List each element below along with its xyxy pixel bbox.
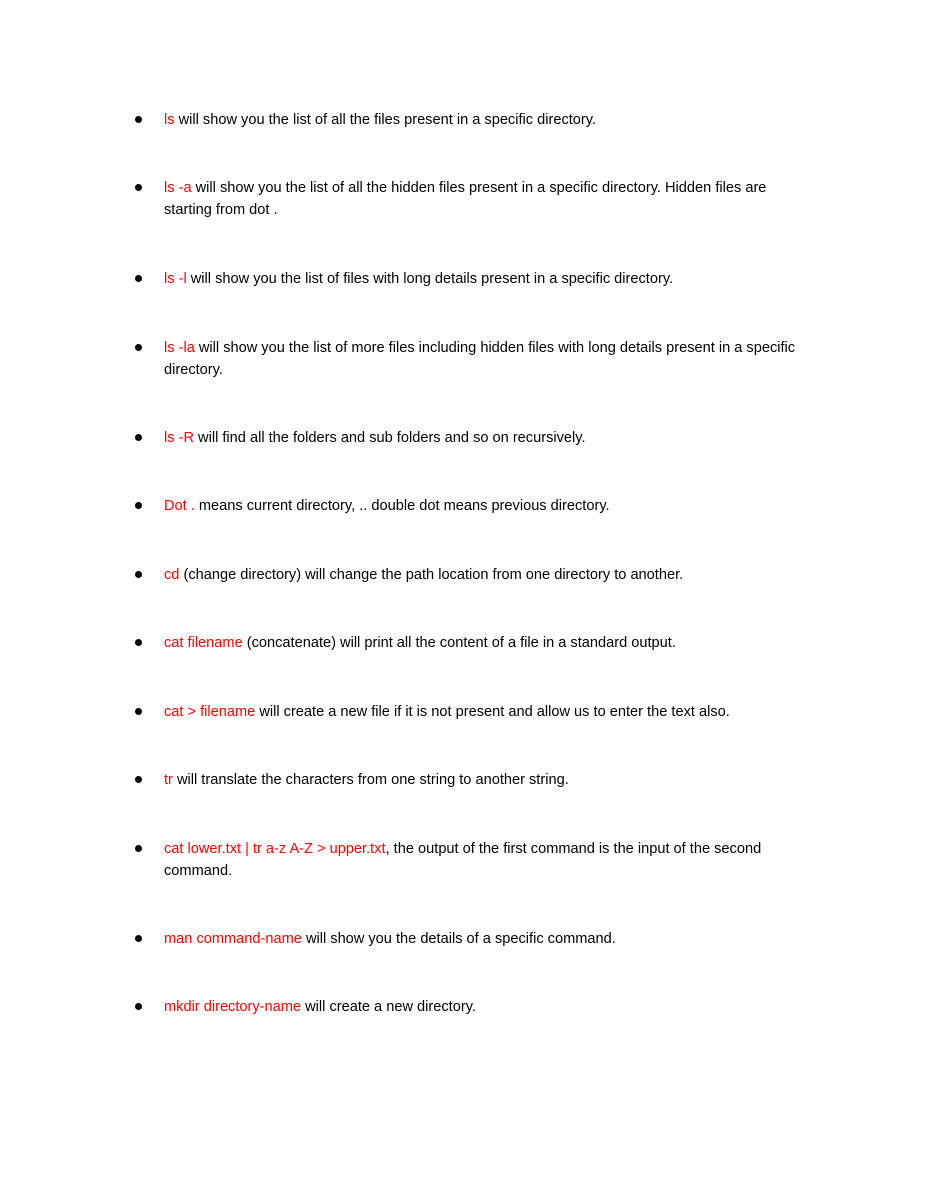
command-name: cat > filename — [164, 704, 256, 720]
bullet-icon — [135, 184, 142, 191]
command-description: will create a new directory. — [301, 999, 476, 1015]
command-name: ls -l — [164, 271, 187, 287]
command-description: will show you the list of all the files present in a specific directory. — [174, 112, 597, 128]
list-item — [164, 632, 814, 654]
command-description: will show you the list of all the hidden files present in a specific directory. Hidden files are starting from dot . — [164, 180, 767, 218]
command-description: will find all the folders and sub folders and so on recursively. — [194, 430, 586, 446]
command-name: ls — [164, 112, 175, 128]
command-name: Dot . — [164, 498, 195, 514]
bullet-icon — [135, 935, 142, 942]
command-description: will show you the list of more files including hidden files with long details present in a specific directory. — [164, 340, 796, 378]
list-item — [164, 109, 814, 131]
list-item — [164, 337, 814, 381]
list-item — [164, 996, 814, 1018]
bullet-icon — [135, 275, 142, 282]
list-item — [164, 427, 814, 449]
bullet-icon — [135, 571, 142, 578]
command-name: ls -la — [164, 340, 195, 356]
command-description: will translate the characters from one string to another string. — [172, 772, 569, 788]
command-description: will create a new file if it is not present and allow us to enter the text also. — [255, 704, 730, 720]
bullet-icon — [135, 708, 142, 715]
command-name: cat filename — [164, 635, 243, 651]
command-description: means current directory, .. double dot means previous directory. — [194, 498, 610, 514]
list-item — [164, 769, 814, 791]
command-description: (change directory) will change the path location from one directory to another. — [179, 567, 684, 583]
bullet-icon — [135, 502, 142, 509]
command-name: cd — [164, 567, 180, 583]
list-item — [164, 838, 814, 882]
bullet-icon — [135, 344, 142, 351]
list-item — [164, 495, 814, 517]
list-item — [164, 928, 814, 950]
command-name: tr — [164, 772, 173, 788]
bullet-icon — [135, 639, 142, 646]
bullet-icon — [135, 116, 142, 123]
command-name: ls -a — [164, 180, 192, 196]
bullet-icon — [135, 434, 142, 441]
command-name: mkdir directory-name — [164, 999, 302, 1015]
command-name: man command-name — [164, 931, 302, 947]
list-item — [164, 564, 814, 586]
command-description: will show you the list of files with long details present in a specific directory. — [186, 271, 674, 287]
command-description: will show you the details of a specific command. — [301, 931, 616, 947]
bullet-icon — [135, 845, 142, 852]
bullet-icon — [135, 776, 142, 783]
command-description: , the output of the first command is the input of the second command. — [164, 841, 762, 879]
command-name: ls -R — [164, 430, 194, 446]
bullet-icon — [135, 1003, 142, 1010]
list-item — [164, 268, 814, 290]
command-name: cat lower.txt | tr a-z A-Z > upper.txt — [164, 841, 386, 857]
command-description: (concatenate) will print all the content of a file in a standard output. — [242, 635, 676, 651]
list-item — [164, 177, 814, 221]
list-item — [164, 701, 814, 723]
